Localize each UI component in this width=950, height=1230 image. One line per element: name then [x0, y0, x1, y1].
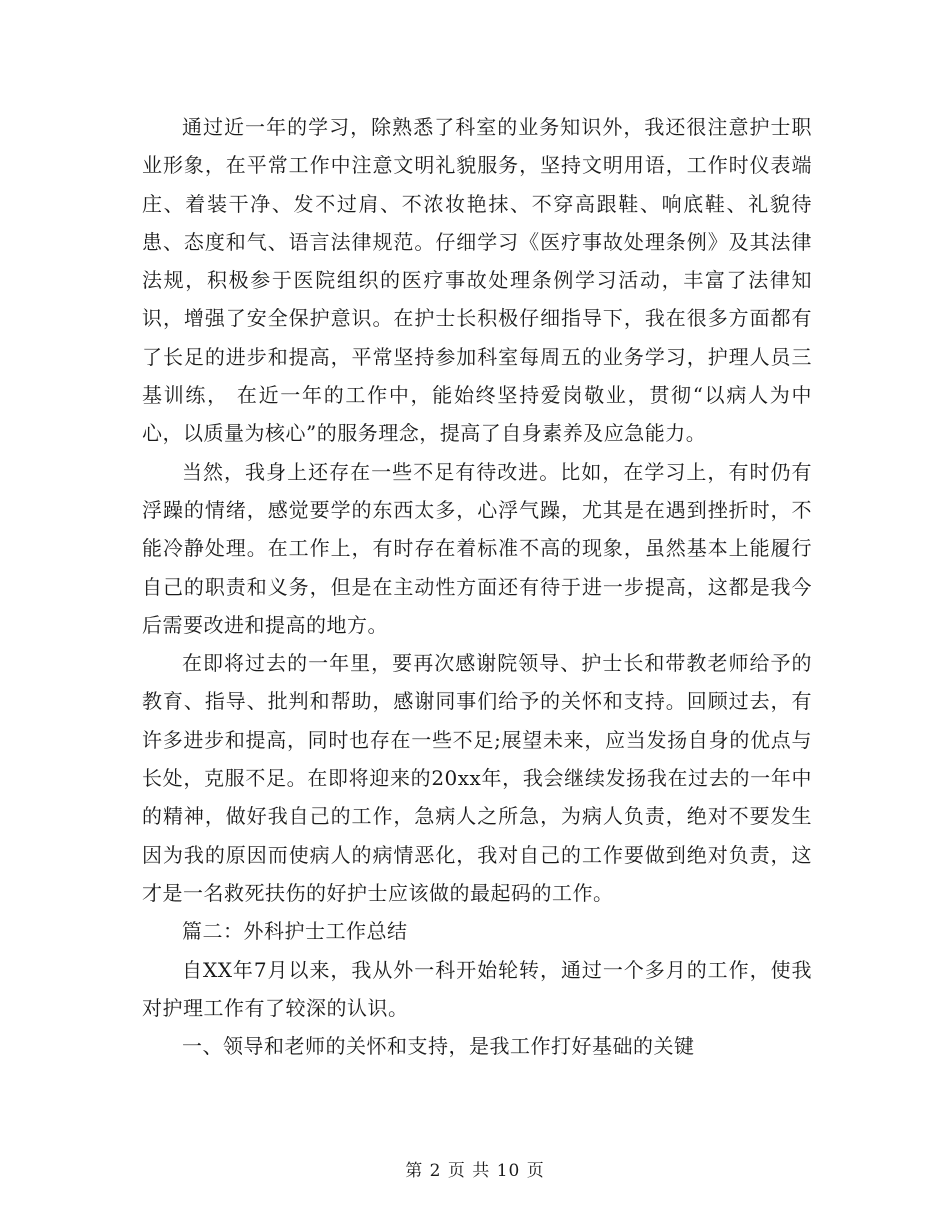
paragraph: 通过近一年的学习，除熟悉了科室的业务知识外，我还很注意护士职业形象，在平常工作中注意文明礼貌服务，坚持文明用语，工作时仪表端庄、着装干净、发不过肩、不浓妆艳抹、不穿高跟鞋、响底鞋、礼貌待患、态度和气、语言法律规范。仔细学习《医疗事故处理条例》及其法律法规，积极参于医院组织的医疗事故处理条例学习活动，丰富了法律知识，增强了安全保护意识。在护士长积极仔细指导下，我在很多方面都有了长足的进步和提高，平常坚持参加科室每周五的业务学习，护理人员三基训练， 在近一年的工作中，能始终坚持爱岗敬业，贯彻“以病人为中心，以质量为核心”的服务理念，提高了自身素养及应急能力。 [142, 115, 812, 446]
section-heading: 篇二：外科护士工作总结 [182, 919, 408, 944]
subsection-heading: 一、领导和老师的关怀和支持，是我工作打好基础的关键 [182, 1034, 695, 1059]
paragraph: 在即将过去的一年里，要再次感谢院领导、护士长和带教老师给予的教育、指导、批判和帮助，感谢同事们给予的关怀和支持。回顾过去，有许多进步和提高，同时也存在一些不足;展望未来，应当发扬自身的优点与长处，克服不足。在即将迎来的20xx年，我会继续发扬我在过去的一年中的精神，做好我自己的工作，急病人之所急，为病人负责，绝对不要发生因为我的原因而使病人的病情恶化，我对自己的工作要做到绝对负责，这才是一名救死扶伤的好护士应该做的最起码的工作。 [142, 651, 812, 905]
paragraph: 当然，我身上还存在一些不足有待改进。比如，在学习上，有时仍有浮躁的情绪，感觉要学的东西太多，心浮气躁，尤其是在遇到挫折时，不能冷静处理。在工作上，有时存在着标准不高的现象，虽然基本上能履行自己的职责和义务，但是在主动性方面还有待于进一步提高，这都是我今后需要改进和提高的地方。 [142, 459, 812, 637]
body-text [142, 108, 812, 1065]
paragraph: 自XX年7月以来，我从外一科开始轮转，通过一个多月的工作，使我对护理工作有了较深的认识。 [142, 957, 812, 1020]
page-number-footer: 第 2 页 共 10 页 [405, 1161, 545, 1181]
